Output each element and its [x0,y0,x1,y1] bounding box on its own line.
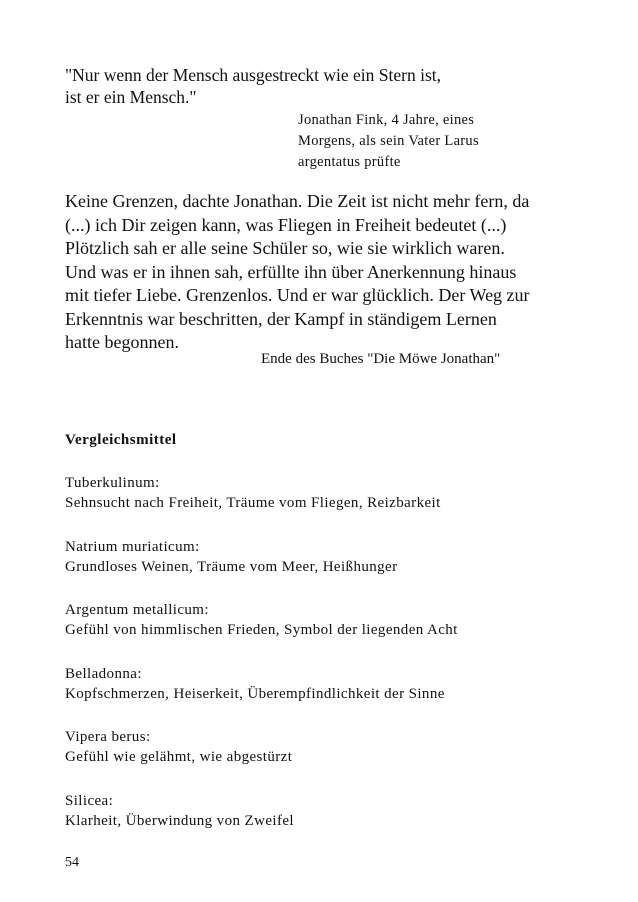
remedy-name: Tuberkulinum: [65,475,160,491]
passage-line: Keine Grenzen, dachte Jonathan. Die Zeit ist nicht mehr fern, da [65,191,530,211]
quote-attribution [298,110,479,173]
remedy-item [65,473,458,537]
passage-line: Erkenntnis war beschritten, der Kampf in ständigem Lernen [65,308,497,329]
quote-line: ist er ein Mensch." [65,87,197,107]
passage-line: Und was er in ihnen sah, erfüllte ihn über Anerkennung hinaus [65,261,517,282]
book-passage [65,190,530,355]
remedy-description: Grundloses Weinen, Träume vom Meer, Heißhunger [65,558,398,575]
remedy-description: Kopfschmerzen, Heiserkeit, Überempfindlichkeit der Sinne [65,685,445,702]
remedy-description: Sehnsucht nach Freiheit, Träume vom Fliegen, Reizbarkeit [65,495,441,511]
attribution-line: argentatus prüfte [298,154,401,170]
remedy-description: Klarheit, Überwindung von Zweifel [65,812,294,829]
remedy-item [65,664,458,728]
remedy-item [65,600,458,664]
remedy-item [65,537,458,601]
quote-line: "Nur wenn der Mensch ausgestreckt wie ein Stern ist, [65,65,442,85]
remedy-item [65,791,458,855]
remedy-name: Belladonna: [65,665,142,682]
remedy-name: Vipera berus: [65,729,151,745]
remedy-name: Silicea: [65,792,114,809]
remedy-list [65,473,458,854]
attribution-line: Morgens, als sein Vater Larus [298,133,479,149]
passage-source: Ende des Buches "Die Möwe Jonathan" [261,351,501,367]
remedy-item [65,727,458,791]
passage-line: (...) ich Dir zeigen kann, was Fliegen in Freiheit bedeutet (...) [65,214,507,235]
opening-quote [65,64,441,108]
page-number: 54 [65,855,79,870]
passage-line: Plötzlich sah er alle seine Schüler so, wie sie wirklich waren. [65,238,505,258]
remedy-description: Gefühl wie gelähmt, wie abgestürzt [65,749,293,765]
passage-line: hatte begonnen. [65,332,179,352]
remedy-name: Natrium muriaticum: [65,538,200,555]
passage-line: mit tiefer Liebe. Grenzenlos. Und er war glücklich. Der Weg zur [65,285,530,305]
remedy-name: Argentum metallicum: [65,602,209,618]
attribution-line: Jonathan Fink, 4 Jahre, eines [298,112,475,128]
section-heading: Vergleichsmittel [65,432,177,448]
remedy-description: Gefühl von himmlischen Frieden, Symbol der liegenden Acht [65,622,458,638]
